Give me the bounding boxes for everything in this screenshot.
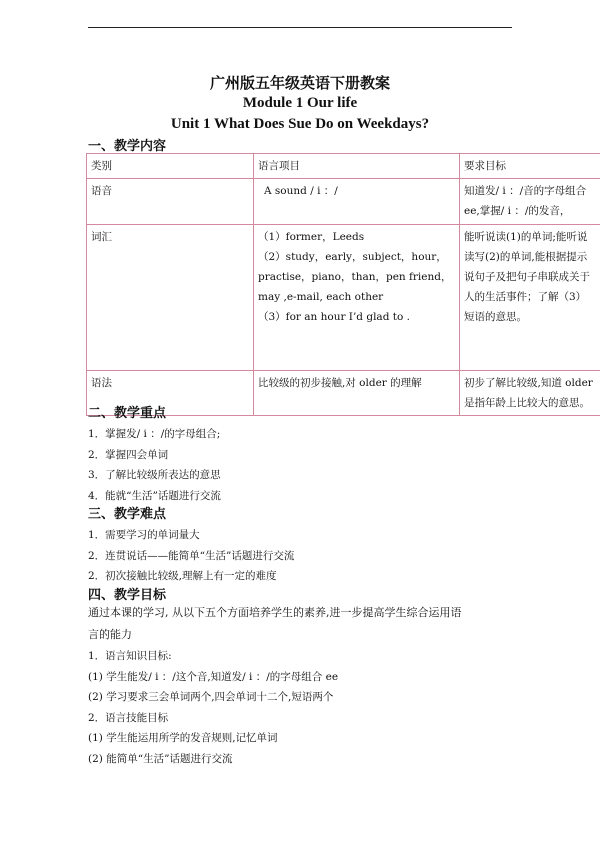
document-title: 广州版五年级英语下册教案 <box>209 74 390 92</box>
row-item <box>254 225 460 371</box>
list-item: 4．能就“生活”话题进行交流 <box>88 489 221 502</box>
list-item: 1．需要学习的单词量大 <box>88 529 200 541</box>
item-line: （3）for an hour I’d glad to . <box>258 311 410 323</box>
section-heading-key-points: 二、教学重点 <box>88 406 167 421</box>
header-item: 语言项目 <box>254 154 460 179</box>
list-item: 2．语言技能目标 <box>88 711 169 724</box>
item-line: （2）study，early，subject，hour， <box>258 251 447 263</box>
item-line: practise，piano，than，pen friend， <box>258 271 452 283</box>
item-line: 比较级的初步接触,对 older 的理解 <box>258 377 422 389</box>
list-item: 3．了解比较级所表达的意思 <box>88 469 221 481</box>
goal-line: 读写(2)的单词,能根据提示 <box>464 251 588 263</box>
list-item: 1．掌握发/ i ：/的字母组合; <box>88 428 221 440</box>
intro-line: 通过本课的学习, 从以下五个方面培养学生的素养,进一步提高学生综合运用语 <box>88 606 462 619</box>
table-row <box>87 225 600 371</box>
list-item: (1) 学生能发/ i ：/这个音,知道发/ i ：/的字母组合 ee <box>88 670 339 683</box>
goal-line: 人的生活事件；了解（3） <box>464 291 587 303</box>
objectives-intro <box>88 602 462 646</box>
goal-line: 是指年龄上比较大的意思。 <box>464 397 590 409</box>
section-heading-difficulties: 三、教学难点 <box>88 507 167 522</box>
row-goal <box>460 371 600 416</box>
header-goal: 要求目标 <box>460 154 600 179</box>
item-line: may ,e-mail, each other <box>258 291 384 303</box>
module-title: Module 1 Our life <box>242 95 358 111</box>
list-item: 2．掌握四会单词 <box>88 448 169 461</box>
list-item: (2) 学习要求三会单词两个,四会单词十二个,短语两个 <box>88 691 334 703</box>
goal-line: 说句子及把句子串联成关于 <box>464 271 590 283</box>
difficulties-list <box>88 525 294 587</box>
section-heading-objectives: 四、教学目标 <box>88 588 167 603</box>
list-item: 2．初次接触比较级,理解上有一定的难度 <box>88 570 277 582</box>
row-category: 词汇 <box>87 225 254 371</box>
row-item <box>254 179 460 225</box>
row-item <box>254 371 460 416</box>
item-line: （1）former，Leeds <box>258 231 365 243</box>
goal-line: 知道发/ i ：/音的字母组合 <box>464 185 587 197</box>
goal-line: 短语的意思。 <box>464 311 527 323</box>
goal-line: 能听说读(1)的单词;能听说 <box>464 231 588 243</box>
content-table <box>86 153 600 416</box>
goal-line: ee,掌握/ i ：/的发音， <box>464 205 571 217</box>
row-goal <box>460 179 600 225</box>
row-category: 语音 <box>87 179 254 225</box>
goal-line: 初步了解比较级,知道 older <box>464 377 593 389</box>
list-item: (1) 学生能运用所学的发音规则,记忆单词 <box>88 732 278 744</box>
header-category: 类别 <box>87 154 254 179</box>
objectives-list <box>88 646 338 769</box>
section-heading-content: 一、教学内容 <box>88 139 167 154</box>
unit-title: Unit 1 What Does Sue Do on Weekdays? <box>170 116 430 132</box>
intro-line: 言的能力 <box>88 628 132 641</box>
list-item: 1．语言知识目标: <box>88 650 172 662</box>
item-line: A sound / i ：/ <box>264 185 338 197</box>
row-category: 语法 <box>87 371 254 416</box>
list-item: (2) 能简单“生活”话题进行交流 <box>88 752 233 765</box>
table-header-row <box>87 154 600 179</box>
list-item: 2．连贯说话——能简单“生活”话题进行交流 <box>88 549 295 562</box>
table-row <box>87 179 600 225</box>
row-goal <box>460 225 600 371</box>
key-points-list <box>88 424 221 506</box>
header-rule <box>88 27 512 28</box>
